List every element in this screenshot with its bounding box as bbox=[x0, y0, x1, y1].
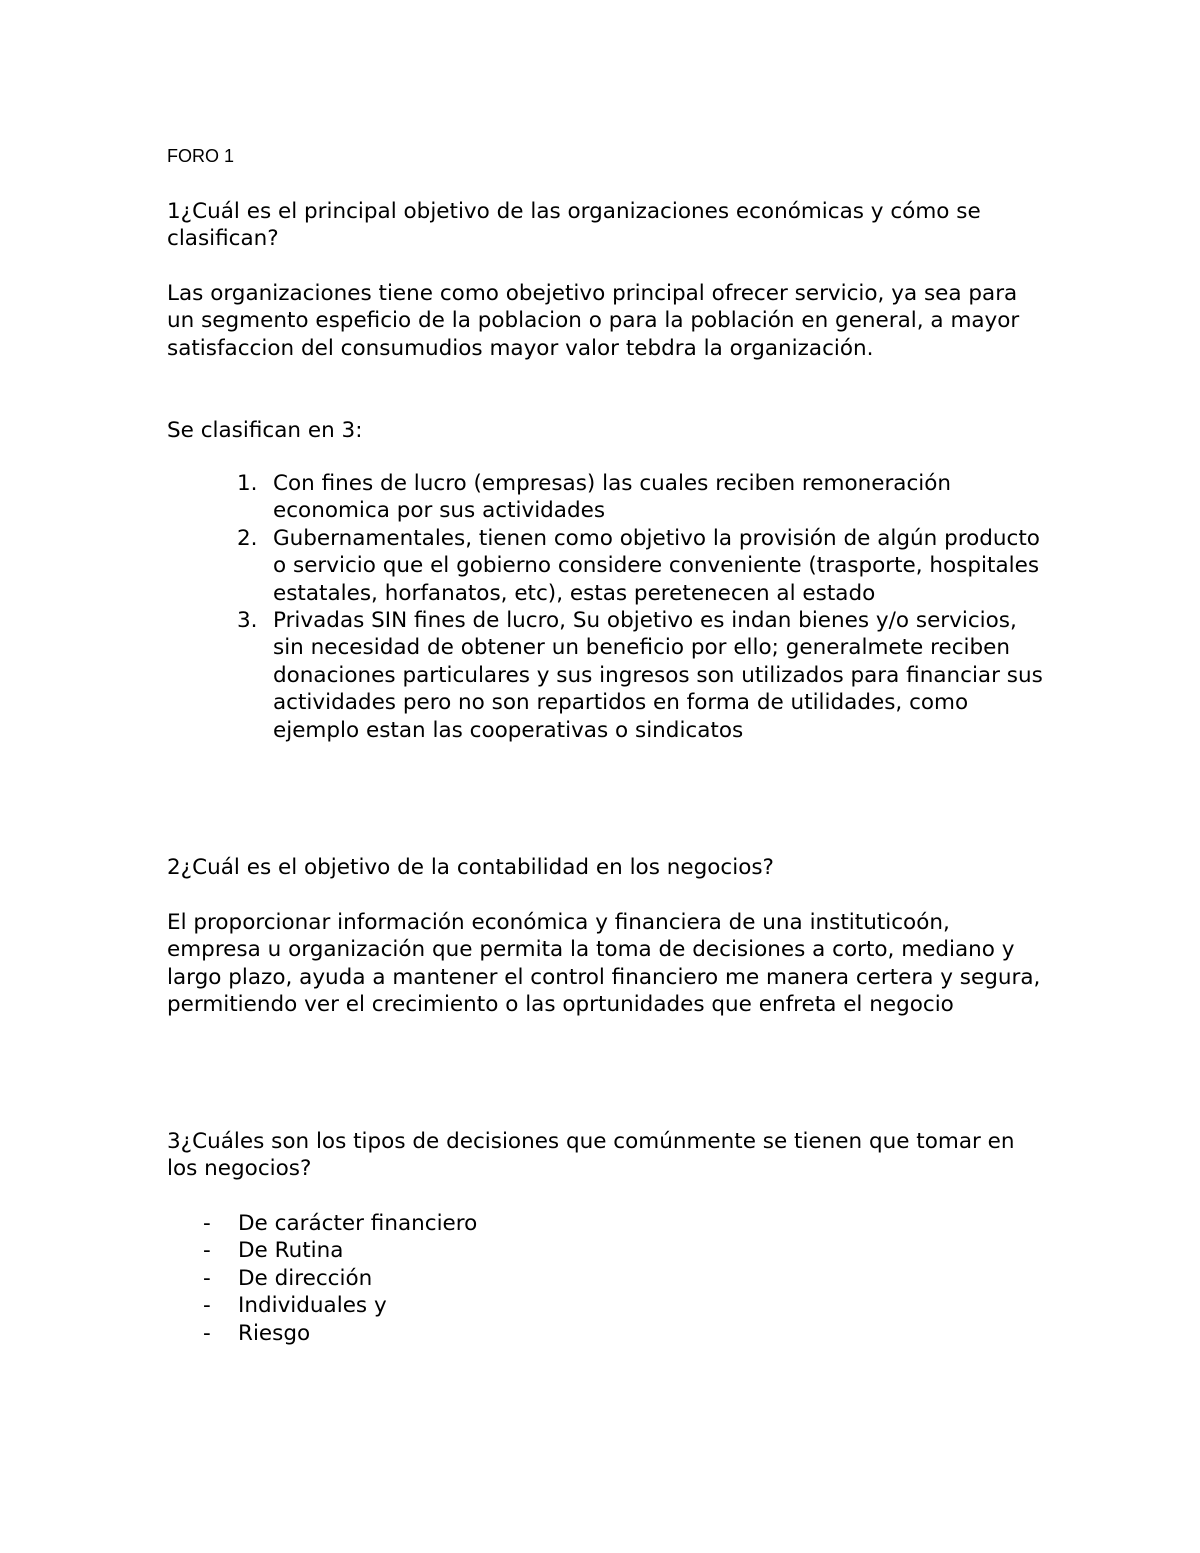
list-marker: - bbox=[203, 1320, 211, 1346]
list-item-text: De Rutina bbox=[238, 1238, 344, 1264]
list-item-text: Privadas SIN fines de lucro, Su objetivo es indan bienes y/o servicios, sin necesidad de obtener un beneficio por ello; generalmete reciben donaciones particulares y sus ingresos son utilizados para financiar sus actividades pero no son repartidos en forma de utilidades, como ejemplo estan las cooperativas o sindicatos bbox=[273, 608, 1043, 743]
decision-types-list bbox=[167, 1210, 1047, 1347]
list-item bbox=[167, 1320, 1047, 1347]
list-marker: 2. bbox=[237, 525, 258, 551]
list-marker: - bbox=[203, 1265, 211, 1291]
document-title: FORO 1 bbox=[167, 146, 235, 166]
list-item bbox=[167, 470, 1047, 525]
list-marker: 1. bbox=[237, 471, 258, 496]
list-item-text: De carácter financiero bbox=[238, 1211, 478, 1236]
answer-2: El proporcionar información económica y financiera de una instituticoón, empresa u organización que permita la toma de decisiones a corto, mediano y largo plazo, ayuda a mantener el control financiero me manera certera y segura, permitiendo ver el crecimiento o las oprtunidades que enfreta el negocio bbox=[167, 910, 1041, 1018]
list-item bbox=[167, 1265, 1047, 1292]
question-1: 1¿Cuál es el principal objetivo de las organizaciones económicas y cómo se clasifican? bbox=[167, 199, 981, 252]
list-item bbox=[167, 1237, 1047, 1264]
list-item bbox=[167, 1292, 1047, 1319]
list-marker: - bbox=[203, 1238, 211, 1264]
classification-list bbox=[167, 470, 1047, 744]
classification-intro: Se clasifican en 3: bbox=[167, 418, 363, 443]
list-item bbox=[167, 525, 1047, 607]
list-marker: - bbox=[203, 1293, 211, 1319]
list-item-text: Con fines de lucro (empresas) las cuales reciben remoneración economica por sus actividades bbox=[273, 471, 952, 524]
answer-1: Las organizaciones tiene como obejetivo principal ofrecer servicio, ya sea para un segmento espeficio de la poblacion o para la población en general, a mayor satisfaccion del consumudios mayor valor tebdra la organización. bbox=[167, 281, 1020, 361]
list-item bbox=[167, 1210, 1047, 1237]
list-item-text: De dirección bbox=[238, 1265, 373, 1291]
list-marker: - bbox=[203, 1211, 211, 1236]
list-item-text: Gubernamentales, tienen como objetivo la provisión de algún producto o servicio que el gobierno considere conveniente (trasporte, hospitales estatales, horfanatos, etc), estas peretenecen al estado bbox=[273, 525, 1040, 606]
list-item-text: Riesgo bbox=[238, 1320, 311, 1346]
question-2: 2¿Cuál es el objetivo de la contabilidad en los negocios? bbox=[167, 855, 774, 880]
list-item-text: Individuales y bbox=[238, 1293, 387, 1319]
list-item bbox=[167, 607, 1047, 744]
question-3: 3¿Cuáles son los tipos de decisiones que comúnmente se tienen que tomar en los negocios? bbox=[167, 1129, 1015, 1182]
list-marker: 3. bbox=[237, 608, 258, 634]
